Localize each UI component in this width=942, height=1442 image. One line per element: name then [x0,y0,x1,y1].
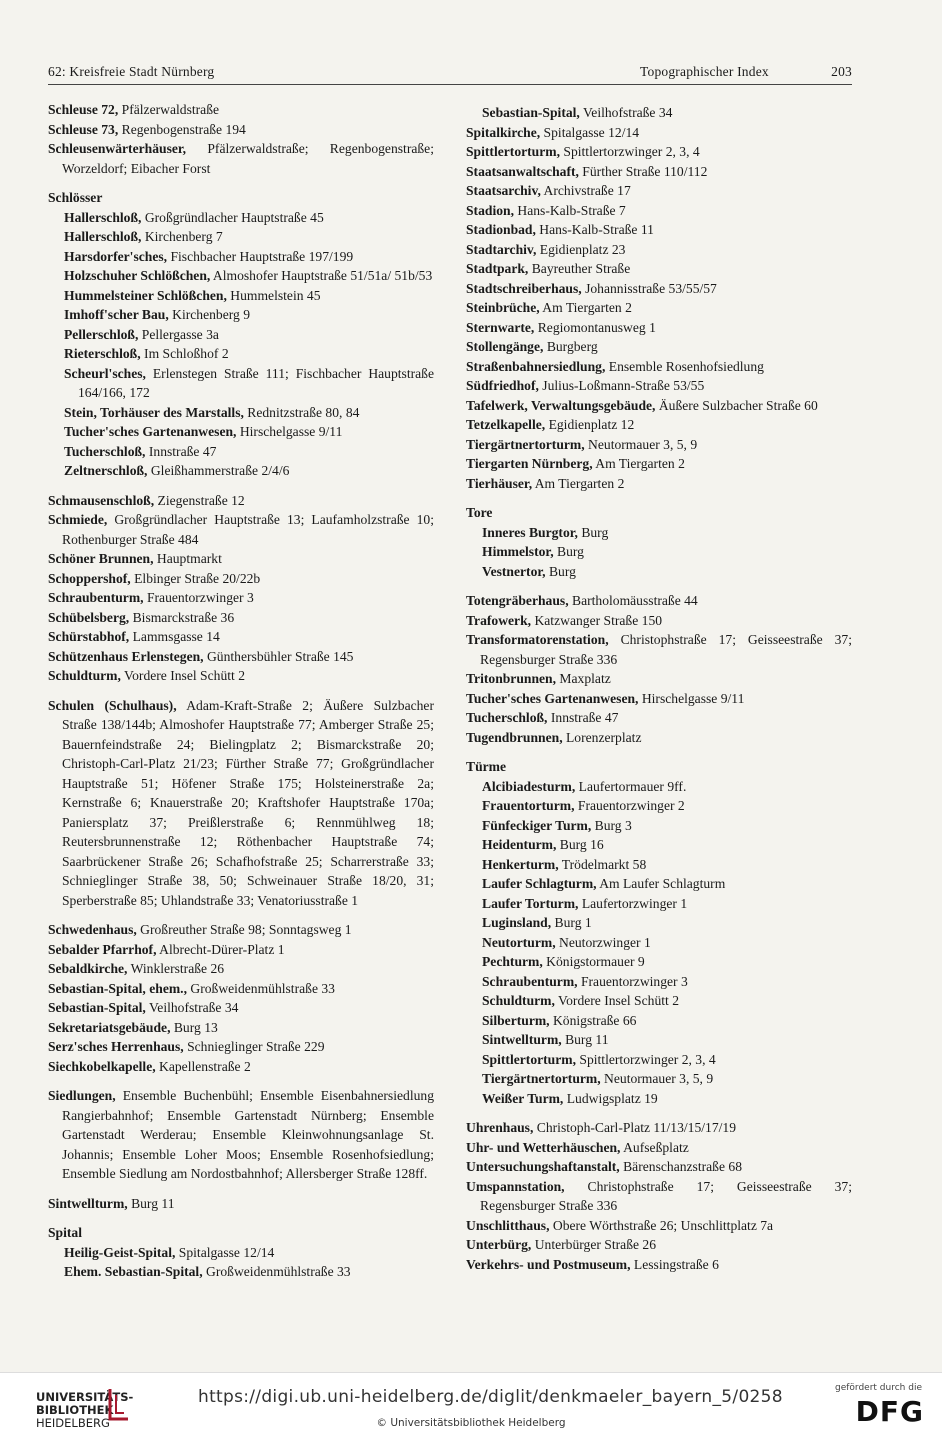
entry-name: Tugendbrunnen, [466,729,563,745]
index-entry [466,728,852,748]
index-entry [64,227,434,247]
entry-name: Stadion, [466,202,514,218]
entry-location: Burg 11 [561,1032,609,1047]
index-entry [48,569,434,589]
entry-name: Tucherschloß, [466,710,548,725]
entry-name: Tetzelkapelle, [466,417,546,432]
index-entry [466,611,852,631]
entry-location: Großgründlacher Hauptstraße 45 [141,209,324,225]
entry-name: Schürstabhof, [48,629,130,644]
entry-name: Pellerschloß, [64,326,139,342]
index-entry [64,461,434,481]
entry-location: Elbinger Straße 20/22b [130,570,261,586]
entry-location: Schnieglinger Straße 229 [183,1039,325,1054]
entry-location: Burg 11 [127,1195,175,1211]
entry-location: Regiomontanusweg 1 [534,319,656,335]
index-column-left [48,100,434,1282]
entry-name: Laufer Schlagturm, [482,876,597,891]
entry-name: Schleuse 73, [48,121,119,137]
index-entry [482,1050,852,1070]
entry-location: Albrecht-Dürer-Platz 1 [156,941,285,957]
entry-name: Ehem. Sebastian-Spital, [64,1264,203,1279]
entry-location: Maxplatz [556,671,611,686]
index-entry [466,396,852,416]
entry-name: Sebalder Pfarrhof, [48,941,157,957]
index-entry [64,403,434,423]
entry-name: Sebastian-Spital, [48,1000,146,1015]
running-header [48,64,852,85]
entry-location: Julius-Loßmann-Straße 53/55 [538,378,705,393]
index-entry [48,647,434,667]
entry-location: Hirschelgasse 9/11 [638,690,745,706]
index-entry [48,696,434,911]
entry-location: Kirchenberg 7 [141,229,223,244]
entry-location: Burg 16 [556,837,604,852]
index-entry [466,337,852,357]
dfg-logo[interactable]: DFG [855,1395,924,1428]
entry-location: Trödelmarkt 58 [558,856,647,872]
entry-location: Lammsgasse 14 [129,629,220,644]
entry-location: Großweidenmühlstraße 33 [202,1264,351,1279]
index-entry [64,266,434,286]
entry-name: Frauentorturm, [482,798,575,813]
entry-location: Unterbürger Straße 26 [531,1237,657,1252]
index-entry [482,562,852,582]
index-entry [466,259,852,279]
entry-location: Neutormauer 3, 5, 9 [600,1071,714,1086]
index-entry [48,1018,434,1038]
entry-location: Spittlertorzwinger 2, 3, 4 [576,1051,716,1067]
index-entry [64,1243,434,1263]
index-entry [466,220,852,240]
entry-location: Burg 1 [551,915,592,930]
index-column-right [466,103,852,1274]
viewer-footer [0,1372,942,1442]
index-entry [482,913,852,933]
index-entry [466,318,852,338]
entry-location: Johannisstraße 53/55/57 [581,280,717,296]
index-entry [64,364,434,403]
entry-location: Lorenzerplatz [562,729,642,745]
entry-name: Stadtarchiv, [466,241,537,257]
entry-name: Tiergärtnertorturm, [482,1071,601,1086]
index-entry [64,344,434,364]
index-entry [482,777,852,797]
entry-location: Am Tiergarten 2 [539,300,632,315]
index-entry [466,201,852,221]
entry-name: Umspannstation, [466,1178,565,1194]
index-entry [482,835,852,855]
index-entry [466,630,852,669]
index-entry [482,972,852,992]
entry-location: Bayreuther Straße [528,261,631,276]
index-entry [466,1177,852,1216]
entry-name: Alcibiadesturm, [482,778,576,794]
entry-location: Egidienplatz 23 [536,241,626,257]
index-entry [48,549,434,569]
entry-location: Königstormauer 9 [542,954,645,969]
page-number: 203 [831,64,852,79]
entry-name: Staatsarchiv, [466,183,541,198]
index-entry [482,1069,852,1089]
entry-name: Schoppershof, [48,570,131,586]
entry-location: Regenbogenstraße 194 [118,121,246,137]
index-entry [466,1255,852,1275]
entry-location: Großreuther Straße 98; Sonntagsweg 1 [136,922,352,937]
entry-location: Neutormauer 3, 5, 9 [584,436,698,452]
index-entry [482,855,852,875]
entry-name: Siedlungen, [48,1088,116,1103]
entry-location: Burg 3 [591,817,632,833]
entry-name: Neutorturm, [482,934,556,950]
entry-name: Straßenbahnersiedlung, [466,358,606,374]
entry-location: Burg [553,544,584,559]
entry-name: Schuldturm, [482,993,555,1008]
entry-location: Burg [577,524,609,540]
entry-name: Pechturm, [482,954,543,969]
entry-location: Ensemble Rosenhofsiedlung [605,358,764,374]
entry-location: Laufertorzwinger 1 [578,895,688,911]
entry-name: Hummelsteiner Schlößchen, [64,287,227,303]
entry-name: Sintwellturm, [482,1032,562,1047]
index-group-heading: Tore [466,505,493,520]
entry-location: Am Tiergarten 2 [592,456,685,471]
index-entry [466,298,852,318]
entry-name: Zeltnerschloß, [64,463,148,478]
entry-location: Fischbacher Hauptstraße 197/199 [167,248,354,264]
entry-name: Transformatorenstation, [466,632,609,647]
entry-name: Schützenhaus Erlenstegen, [48,648,204,664]
index-entry [64,286,434,306]
entry-location: Gleißhammerstraße 2/4/6 [147,463,290,478]
index-entry [466,1216,852,1236]
entry-name: Stadtschreiberhaus, [466,280,582,296]
entry-name: Schraubenturm, [48,590,144,605]
index-entry [466,162,852,182]
entry-name: Harsdorfer'sches, [64,248,168,264]
entry-name: Tiergarten Nürnberg, [466,456,593,471]
permalink-url[interactable]: https://digi.ub.uni-heidelberg.de/diglit/denkmaeler_bayern_5/0258 [198,1387,783,1407]
entry-location: Bärenschanzstraße 68 [619,1159,743,1174]
entry-location: Christoph-Carl-Platz 11/13/15/17/19 [533,1120,737,1135]
entry-name: Tucherschloß, [64,443,146,459]
entry-location: Winklerstraße 26 [127,961,225,976]
entry-location: Vordere Insel Schütt 2 [554,993,679,1008]
entry-name: Südfriedhof, [466,378,539,393]
entry-name: Tucher'sches Gartenanwesen, [466,690,639,706]
entry-name: Tucher'sches Gartenanwesen, [64,424,237,439]
entry-name: Scheurl'sches, [64,365,146,381]
entry-name: Inneres Burgtor, [482,524,578,540]
index-entry [48,940,434,960]
index-entry [64,208,434,228]
entry-name: Laufer Torturm, [482,895,579,911]
entry-name: Himmelstor, [482,544,554,559]
entry-location: Spitalgasse 12/14 [175,1244,275,1260]
entry-location: Ludwigsplatz 19 [563,1090,658,1106]
index-entry [48,120,434,140]
index-entry [48,979,434,999]
entry-location: Am Laufer Schlagturm [596,876,726,891]
entry-location: Egidienplatz 12 [545,417,635,432]
index-entry [466,1138,852,1158]
entry-name: Spittlertorturm, [482,1051,576,1067]
index-entry [48,1194,434,1214]
index-entry [466,591,852,611]
entry-name: Henkerturm, [482,856,559,872]
entry-name: Schraubenturm, [482,973,578,989]
entry-location: Äußere Sulzbacher Straße 60 [655,397,818,413]
index-group-heading: Spital [48,1225,82,1240]
entry-location: Spitalgasse 12/14 [540,124,640,140]
index-entry [48,959,434,979]
index-entry [466,279,852,299]
entry-location: Laufertormauer 9ff. [575,778,687,794]
index-entry [466,123,852,143]
entry-location: Christophstraße 17; Geisseestraße 37; Regensburger Straße 336 [480,632,852,667]
entry-name: Stollengänge, [466,339,544,354]
entry-location: Lessingstraße 6 [630,1256,719,1272]
header-title: 62: Kreisfreie Stadt Nürnberg [48,64,215,79]
entry-name: Sebastian-Spital, ehem., [48,980,187,996]
index-entry [48,1057,434,1077]
entry-location: Bismarckstraße 36 [129,609,235,625]
entry-name: Luginsland, [482,915,552,930]
entry-name: Vestnertor, [482,563,546,579]
entry-name: Sebastian-Spital, [482,105,580,120]
entry-name: Unterbürg, [466,1237,532,1252]
index-entry [482,1089,852,1109]
index-entry [466,357,852,377]
index-entry [48,1037,434,1057]
entry-location: Großweidenmühlstraße 33 [186,980,335,996]
entry-location: Vordere Insel Schütt 2 [120,668,245,683]
entry-name: Stadtpark, [466,261,529,276]
entry-location: Adam-Kraft-Straße 2; Äußere Sulzbacher Straße 138/144b; Almoshofer Hauptstraße 77; Amberger Straße 25; Bauernfeindstraße 24; Bielingplatz 2; Bismarckstraße 20; Christoph-Carl-Platz 21/23; Fürther Straße 77; Großgründlacher Hauptstraße 51; Höfener Straße 175; Holsteinerstraße 2a; Kernstraße 6; Knauerstraße 20; Kraftshofer Hauptstraße 170a; Paniersplatz 37; Preißlerstraße 6; Rennmühlweg 18; Reutersbrunnenstraße 12; Röthenbacher Hauptstraße 74; Saarbrückener Straße 26; Schafhofstraße 25; Scharrerstraße 33; Schnieglinger Straße 38, 50; Schweinauer Straße 18/20, 31; Sperberstraße 85; Uhlandstraße 33; Venatoriusstraße 1 [62,697,434,908]
index-entry [48,998,434,1018]
entry-location: Frauentorzwinger 3 [143,590,254,605]
entry-location: Burg 13 [170,1019,218,1035]
entry-location: Burg [545,563,576,579]
library-logo-icon [108,1387,130,1421]
index-entry [466,240,852,260]
index-entry [482,1030,852,1050]
index-entry [466,454,852,474]
entry-name: Uhrenhaus, [466,1120,534,1135]
index-entry [466,1118,852,1138]
entry-name: Stein, Torhäuser des Marstalls, [64,404,244,420]
index-entry [482,542,852,562]
index-entry [482,1011,852,1031]
header-section: Topographischer Index [640,64,769,79]
entry-name: Serz'sches Herrenhaus, [48,1039,184,1054]
entry-name: Schöner Brunnen, [48,551,154,566]
funding-note: gefördert durch die [835,1383,922,1393]
entry-name: Totengräberhaus, [466,593,569,608]
index-entry [48,920,434,940]
index-entry [466,669,852,689]
entry-location: Christophstraße 17; Geisseestraße 37; Regensburger Straße 336 [480,1178,852,1213]
index-entry [482,894,852,914]
entry-name: Weißer Turm, [482,1090,564,1106]
entry-location: Hummelstein 45 [226,287,321,303]
index-entry [482,991,852,1011]
entry-name: Tritonbrunnen, [466,671,557,686]
entry-name: Stadionbad, [466,222,536,237]
entry-location: Ensemble Buchenbühl; Ensemble Eisenbahnersiedlung Rangierbahnhof; Ensemble Gartenstadt Nürnberg; Ensemble Gartenstadt Werderau; Ensemble Kleinwohnungsanlage St. Johannis; Ensemble Loher Moos; Ensemble Rosenhofsiedlung; Ensemble Siedlung am Nordostbahnhof; Allersberger Straße 128ff. [62,1088,434,1181]
entry-name: Tafelwerk, Verwaltungsgebäude, [466,397,656,413]
index-entry [64,422,434,442]
entry-name: Sintwellturm, [48,1195,128,1211]
entry-name: Schulen (Schulhaus), [48,697,177,713]
entry-location: Frauentorzwinger 3 [577,973,688,989]
index-entry [466,415,852,435]
entry-location: Aufseßplatz [620,1139,689,1155]
library-name: UNIVERSITÄTS- BIBLIOTHEK HEIDELBERG [36,1390,134,1430]
index-entry [64,325,434,345]
entry-name: Silberturm, [482,1012,550,1028]
entry-name: Siechkobelkapelle, [48,1058,156,1074]
entry-name: Tiergärtnertorturm, [466,436,585,452]
copyright-text: © Universitätsbibliothek Heidelberg [376,1417,566,1429]
entry-name: Schmiede, [48,512,108,527]
index-entry [466,376,852,396]
entry-name: Uhr- und Wetterhäuschen, [466,1139,621,1155]
index-entry [48,491,434,511]
entry-name: Unschlitthaus, [466,1217,550,1233]
entry-name: Imhoff'scher Bau, [64,307,169,322]
entry-location: Obere Wörthstraße 26; Unschlittplatz 7a [549,1217,774,1233]
entry-location: Innstraße 47 [547,710,619,725]
index-entry [482,933,852,953]
index-entry [64,247,434,267]
entry-name: Heidenturm, [482,837,557,852]
entry-location: Kirchenberg 9 [168,307,251,322]
index-entry [48,510,434,549]
entry-location: Rednitzstraße 80, 84 [243,404,360,420]
entry-location: Günthersbühler Straße 145 [203,648,354,664]
entry-name: Rieterschloß, [64,346,141,361]
entry-name: Spittlertorturm, [466,144,560,159]
entry-location: Burgberg [543,339,598,354]
entry-name: Sebaldkirche, [48,961,128,976]
entry-name: Schmausenschloß, [48,492,155,508]
entry-location: Großgründlacher Hauptstraße 13; Laufamholzstraße 10; Rothenburger Straße 484 [62,512,434,547]
entry-location: Neutorzwinger 1 [555,934,651,950]
entry-name: Trafowerk, [466,612,532,628]
entry-location: Hirschelgasse 9/11 [236,424,343,439]
entry-name: Fünfeckiger Turm, [482,817,592,833]
entry-name: Heilig-Geist-Spital, [64,1244,176,1260]
entry-location: Veilhofstraße 34 [145,1000,239,1015]
entry-location: Pellergasse 3a [138,326,219,342]
index-entry [482,874,852,894]
entry-location: Archivstraße 17 [540,183,631,198]
entry-name: Untersuchungshaftanstalt, [466,1159,620,1174]
entry-name: Hallerschloß, [64,229,142,244]
entry-location: Erlenstegen Straße 111; Fischbacher Hauptstraße 164/166, 172 [78,365,434,400]
index-entry [466,708,852,728]
index-entry [466,1157,852,1177]
entry-location: Im Schloßhof 2 [140,346,229,361]
entry-location: Katzwanger Straße 150 [531,612,663,628]
index-entry [482,523,852,543]
entry-name: Verkehrs- und Postmuseum, [466,1256,631,1272]
index-entry [482,816,852,836]
entry-name: Schleuse 72, [48,102,119,117]
index-entry [482,796,852,816]
entry-location: Hans-Kalb-Straße 11 [535,222,654,237]
index-entry [48,139,434,178]
entry-name: Schuldturm, [48,668,121,683]
entry-name: Holzschuher Schlößchen, [64,268,211,283]
entry-location: Ziegenstraße 12 [154,492,245,508]
entry-location: Bartholomäusstraße 44 [568,593,698,608]
entry-location: Pfälzerwaldstraße; Regenbogenstraße; Worzeldorf; Eibacher Forst [62,141,434,176]
entry-location: Spittlertorzwinger 2, 3, 4 [560,144,700,159]
entry-location: Am Tiergarten 2 [532,475,625,491]
entry-name: Schübelsberg, [48,609,130,625]
index-entry [466,435,852,455]
index-entry [482,103,852,123]
entry-name: Spitalkirche, [466,124,541,140]
entry-location: Pfälzerwaldstraße [118,102,220,117]
entry-location: Hans-Kalb-Straße 7 [513,202,626,218]
entry-name: Schleusenwärterhäuser, [48,141,187,156]
index-entry [466,142,852,162]
entry-location: Hauptmarkt [153,551,222,566]
index-entry [466,474,852,494]
index-entry [48,1086,434,1184]
entry-location: Fürther Straße 110/112 [578,163,708,179]
index-entry [482,952,852,972]
entry-location: Königstraße 66 [549,1012,637,1028]
index-entry [64,305,434,325]
entry-name: Staatsanwaltschaft, [466,163,579,179]
index-entry [466,181,852,201]
index-entry [466,1235,852,1255]
entry-name: Sekretariatsgebäude, [48,1019,171,1035]
entry-location: Almoshofer Hauptstraße 51/51a/ 51b/53 [210,268,433,283]
index-entry [64,442,434,462]
entry-location: Veilhofstraße 34 [579,105,673,120]
index-entry [48,608,434,628]
index-entry [48,627,434,647]
entry-location: Frauentorzwinger 2 [574,798,685,813]
entry-name: Steinbrüche, [466,300,540,315]
index-entry [48,100,434,120]
index-entry [466,689,852,709]
index-entry [48,666,434,686]
entry-location: Innstraße 47 [145,443,217,459]
index-entry [48,588,434,608]
index-group-heading: Schlösser [48,190,103,205]
entry-location: Kapellenstraße 2 [155,1058,251,1074]
entry-name: Hallerschloß, [64,209,142,225]
entry-name: Sternwarte, [466,319,535,335]
index-group-heading: Türme [466,759,507,774]
entry-name: Tierhäuser, [466,475,533,491]
entry-name: Schwedenhaus, [48,922,137,937]
index-entry [64,1262,434,1282]
